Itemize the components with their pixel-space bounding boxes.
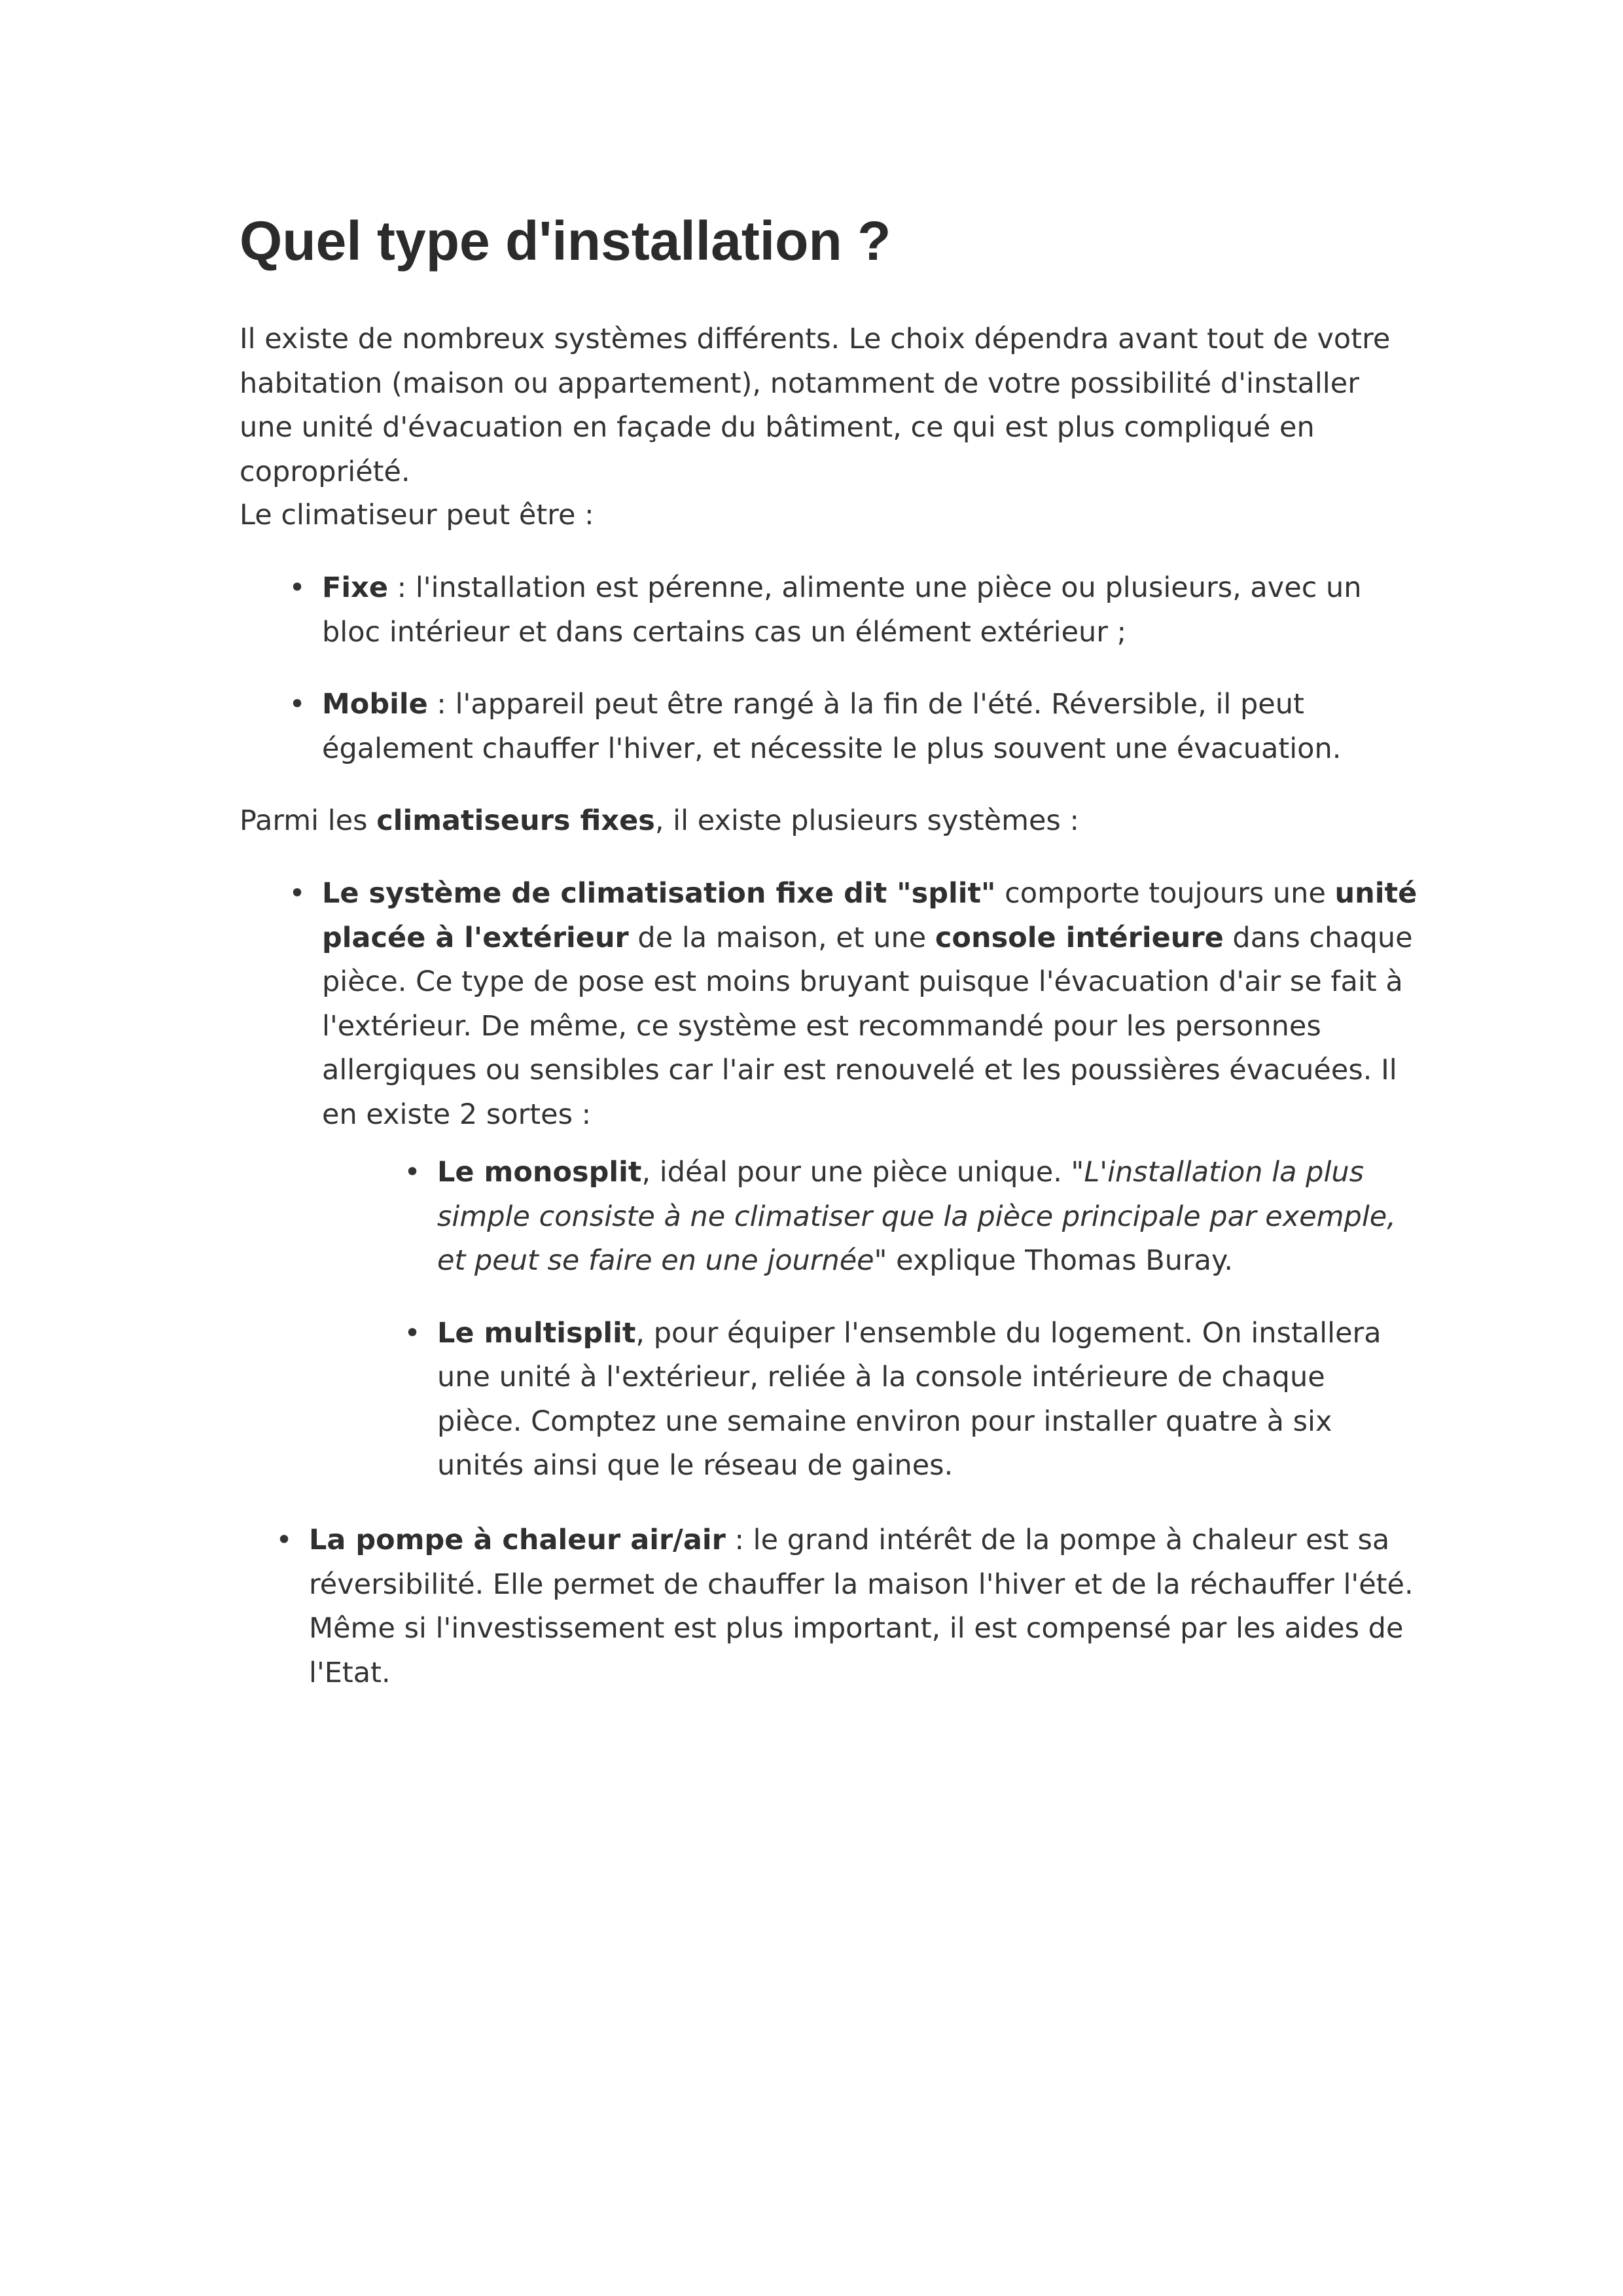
- item-term: Le multisplit: [437, 1316, 636, 1350]
- lead-paragraph: Le climatiseur peut être :: [240, 499, 594, 531]
- item-term: La pompe à chaleur air/air: [309, 1524, 726, 1556]
- bullet-icon: •: [404, 1156, 421, 1189]
- item-text: : l'installation est pérenne, alimente une pièce ou plusieurs, avec un bloc intérieur et dans certains cas un élément extérieur ;: [322, 571, 1362, 649]
- item-text: , pour équiper l'ensemble du logement. On installera une unité à l'extérieur, reliée à la console intérieure de chaque pièce. Comptez une semaine environ pour installer quatre à six unités ainsi que le réseau de gaines.: [437, 1316, 1382, 1482]
- item-bold: unité placée à l'extérieur: [322, 877, 1418, 954]
- item-quote: "L'installation la plus simple consiste à ne climatiser que la pièce principale par exemple, et peut se faire en une journée": [437, 1156, 1396, 1277]
- systems-list: [289, 872, 1418, 1137]
- page-title: Quel type d'installation ?: [240, 210, 891, 272]
- list-item: [289, 683, 1418, 771]
- item-text: de la maison, et une: [628, 921, 935, 954]
- list-item: [276, 1518, 1418, 1695]
- heat-pump-list: [276, 1518, 1418, 1695]
- climatiseur-types-list: [289, 566, 1418, 771]
- bullet-icon: •: [276, 1524, 293, 1556]
- item-text: : le grand intérêt de la pompe à chaleur est sa réversibilité. Elle permet de chauffer la maison l'hiver et de la réchauffer l'été. Même si l'investissement est plus important, il est compensé par les aides de l'Etat.: [309, 1524, 1414, 1689]
- item-term: Fixe: [322, 571, 389, 604]
- item-term: Le monosplit: [437, 1156, 642, 1189]
- item-term: Le système de climatisation fixe dit "split": [322, 877, 996, 910]
- item-bold: console intérieure: [935, 921, 1224, 954]
- systems-paragraph: [240, 799, 1418, 844]
- item-term: Mobile: [322, 688, 428, 721]
- systems-text-start: Parmi les: [240, 804, 377, 837]
- item-text: explique Thomas Buray.: [887, 1244, 1233, 1277]
- systems-text-end: , il existe plusieurs systèmes :: [654, 804, 1079, 837]
- item-text: comporte toujours une: [995, 877, 1335, 910]
- bullet-icon: •: [289, 571, 306, 604]
- split-types-list: [404, 1151, 1418, 1488]
- bullet-icon: •: [404, 1316, 421, 1350]
- list-item: [404, 1151, 1418, 1283]
- bullet-icon: •: [289, 688, 306, 721]
- bullet-icon: •: [289, 877, 306, 910]
- list-item: [404, 1312, 1418, 1488]
- item-text: dans chaque pièce. Ce type de pose est moins bruyant puisque l'évacuation d'air se fait à l'extérieur. De même, ce système est recommandé pour les personnes allergiques ou sensibles car l'air est renouvelé et les poussières évacuées. Il en existe 2 sortes :: [322, 921, 1413, 1131]
- list-item: [289, 566, 1418, 655]
- systems-bold: climatiseurs fixes: [376, 804, 655, 837]
- intro-paragraph: Il existe de nombreux systèmes différents. Le choix dépendra avant tout de votre habitation (maison ou appartement), notamment de votre possibilité d'installer une unité d'évacuation en façade du bâtiment, ce qui est plus compliqué en copropriété.: [240, 323, 1391, 488]
- item-text: : l'appareil peut être rangé à la fin de l'été. Réversible, il peut également chauffer l'hiver, et nécessite le plus souvent une évacuation.: [322, 688, 1342, 765]
- item-text: , idéal pour une pièce unique.: [641, 1156, 1071, 1189]
- list-item: [289, 872, 1418, 1137]
